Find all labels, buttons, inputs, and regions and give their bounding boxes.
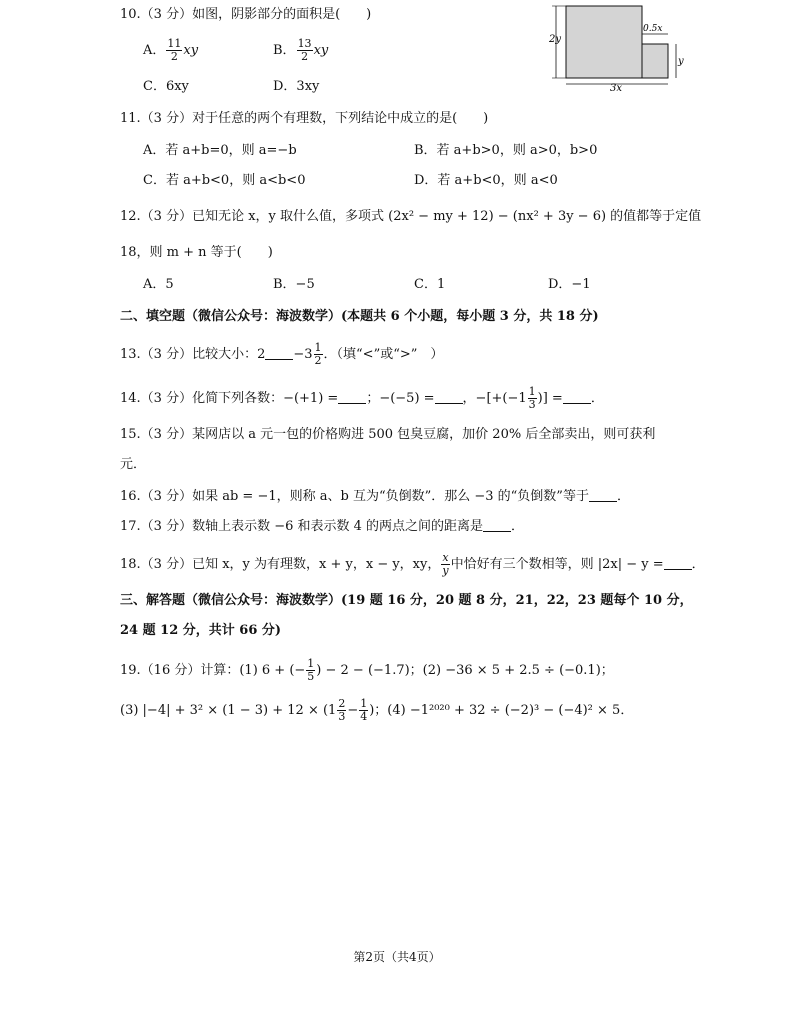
q17: 17.（3 分）数轴上表示数 −6 和表示数 4 的两点之间的距离是 ． [120, 519, 525, 534]
q10-option-c: C．6xy [143, 79, 189, 94]
q11-option-a: A．若 a+b=0，则 a=−b [143, 143, 297, 158]
q19-fraction-1: $\frac{1}{5}$ [307, 657, 315, 683]
q19-fraction-2: $\frac{2}{3}$ [338, 697, 346, 723]
q12-option-c: C．1 [414, 277, 446, 292]
q15-line2: 元． [120, 457, 147, 472]
q13-fraction: $\frac{1}{2}$ [314, 341, 322, 367]
q12-option-b: B．−5 [273, 277, 315, 292]
page-footer: 第2页（共4页） [353, 950, 441, 964]
q11-option-c: C．若 a+b<0，则 a<b<0 [143, 173, 306, 188]
q19-line1: 19.（16 分）计算：(1) 6 + (− $\frac{1}{5}$ ) − 2 − (−1.7)；(2) −36 × 5 + 2.5 ÷ (−0.1)； [120, 657, 614, 683]
q14-fraction: $\frac{1}{3}$ [528, 385, 536, 411]
q14-blank-1 [338, 391, 366, 404]
q14-blank-2 [435, 391, 463, 404]
q10-option-a: A． $\frac{11}{2}$ xy [143, 37, 199, 63]
q17-blank [483, 519, 511, 532]
q10-stem: 10.（3 分）如图，阴影部分的面积是( ) [120, 7, 372, 22]
q18: 18.（3 分）已知 x，y 为有理数，x + y，x − y，xy， $\frac{x}{y}$ 中恰好有三个数相等，则 |2x| − y = ． [120, 551, 705, 577]
q13: 13.（3 分）比较大小：2 −3 $\frac{1}{2}$ ．（填“<”或“>” ） [120, 341, 444, 367]
section-3-heading-line1: 三、解答题（微信公众号：海波数学）(19 题 16 分，20 题 8 分，21，22，23 题每个 10 分， [120, 593, 693, 608]
q10-a-fraction: $\frac{11}{2}$ [167, 37, 182, 63]
q11-stem: 11.（3 分）对于任意的两个有理数，下列结论中成立的是( ) [120, 111, 489, 126]
section-2-heading: 二、填空题（微信公众号：海波数学）(本题共 6 个小题，每小题 3 分，共 18 分) [120, 309, 599, 324]
q16-blank [589, 489, 617, 502]
q14: 14.（3 分）化简下列各数：−(+1) = ；−(−5) = ，−[+(−1 $\frac{1}{3}$ )] = ． [120, 385, 604, 411]
q10-option-d: D．3xy [273, 79, 320, 94]
q18-fraction: $\frac{x}{y}$ [442, 551, 449, 577]
q12-stem-line1: 12.（3 分）已知无论 x，y 取什么值，多项式 (2x² − my + 12) − (nx² + 3y − 6) 的值都等于定值 [120, 209, 702, 224]
q19-fraction-3: $\frac{1}{4}$ [360, 697, 368, 723]
q11-option-d: D．若 a+b<0，则 a<0 [414, 173, 558, 188]
label-y: y [678, 56, 684, 67]
q10-shaded-figure [548, 2, 688, 92]
label-0.5x: 0.5x [643, 24, 663, 34]
q12-option-d: D．−1 [548, 277, 591, 292]
q12-stem-line2: 18，则 m + n 等于( ) [120, 245, 273, 260]
q16: 16.（3 分）如果 ab = −1，则称 a、b 互为“负倒数”．那么 −3 的“负倒数”等于 ． [120, 489, 630, 504]
q18-blank [664, 557, 692, 570]
label-3x: 3x [610, 83, 623, 92]
q19-line2: (3) |−4| + 3² × (1 − 3) + 12 × (1 $\frac{2}{3}$ − $\frac{1}{4}$ )；(4) −1²⁰²⁰ + 32 ÷ (−2)³ − (−4)² × 5． [120, 697, 634, 723]
q10-b-fraction: $\frac{13}{2}$ [297, 37, 312, 63]
label-2y: 2y [549, 34, 562, 45]
q15-line1: 15.（3 分）某网店以 a 元一包的价格购进 500 包臭豆腐，加价 20% 后全部卖出，则可获利 [120, 427, 656, 442]
q11-option-b: B．若 a+b>0，则 a>0，b>0 [414, 143, 598, 158]
q13-blank [265, 347, 293, 360]
q14-blank-3 [563, 391, 591, 404]
q10-option-b: B． $\frac{13}{2}$ xy [273, 37, 329, 63]
section-3-heading-line2: 24 题 12 分，共计 66 分) [120, 623, 282, 638]
q12-option-a: A．5 [143, 277, 174, 292]
